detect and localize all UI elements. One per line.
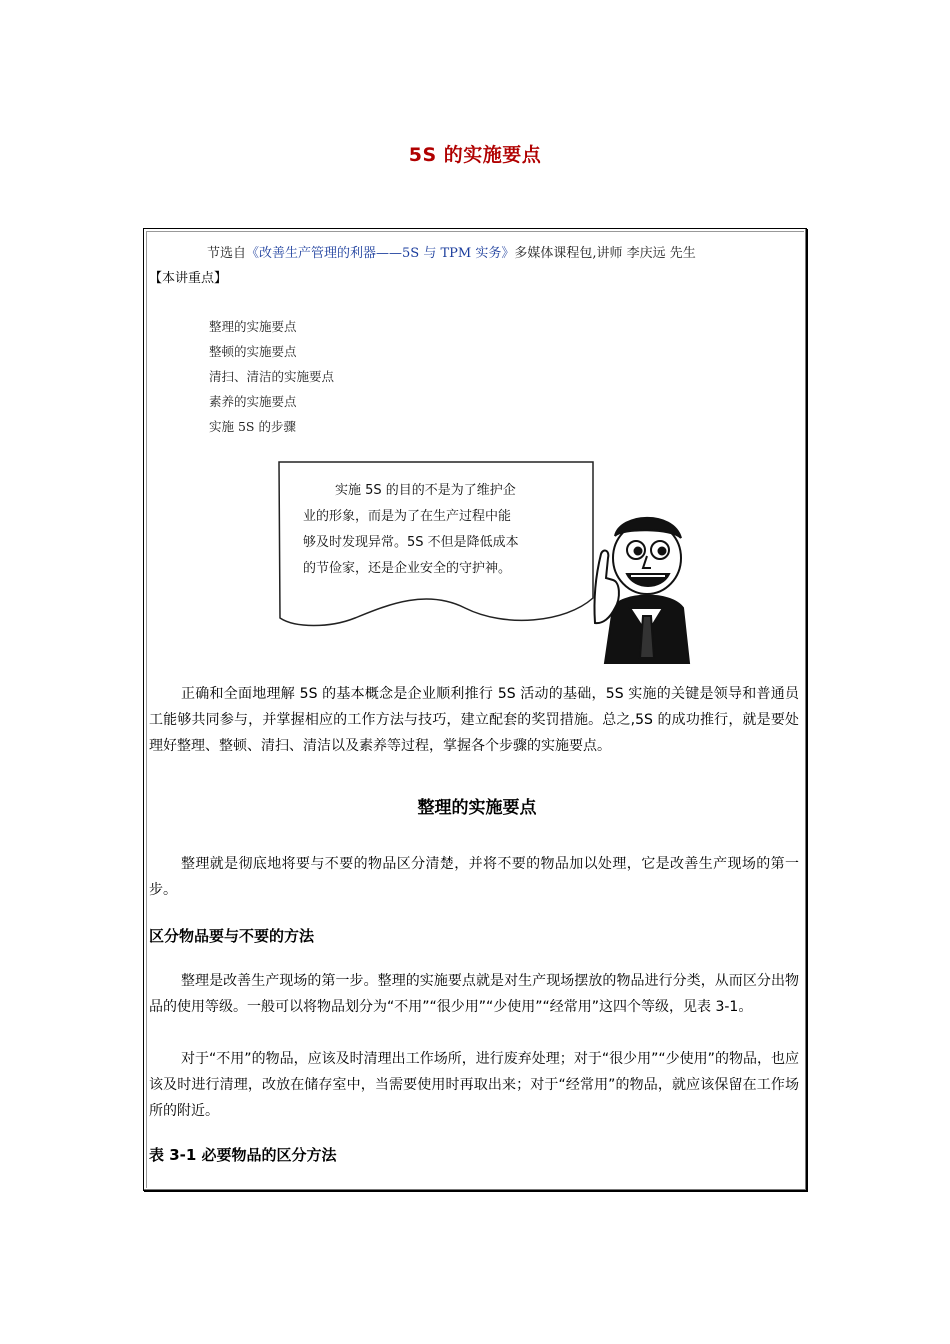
intro-paragraph: 正确和全面地理解 5S 的基本概念是企业顺利推行 5S 活动的基础，5S 实施的关键是领导和普通员工能够共同参与，并掌握相应的工作方法与技巧，建立配套的奖罚措施。总之,5S 的成功推行，就是要处理好整理、整顿、清扫、清洁以及素养等过程，掌握各个步骤的实施要点。 <box>149 686 799 754</box>
section-paragraph: 整理就是彻底地将要与不要的物品区分清楚，并将不要的物品加以处理，它是改善生产现场的第一步。 <box>149 856 799 898</box>
source-line <box>207 242 696 261</box>
key-point-item: 实施 5S 的步骤 <box>209 419 296 434</box>
section-title: 整理的实施要点 <box>417 798 537 818</box>
key-point-item: 整顿的实施要点 <box>209 344 297 359</box>
subsection-title: 区分物品要与不要的方法 <box>149 927 315 945</box>
table-caption: 表 3-1 必要物品的区分方法 <box>149 1146 337 1164</box>
subsection-paragraph-2: 对于“不用”的物品，应该及时清理出工作场所，进行废弃处理；对于“很少用”“少使用”的物品，也应该及时进行清理，改放在储存室中，当需要使用时再取出来；对于“经常用”的物品，就应该保留在工作场所的附近。 <box>149 1051 799 1119</box>
source-book-title: 《改善生产管理的利器——5S 与 TPM 实务》 <box>246 246 515 261</box>
key-point-item: 素养的实施要点 <box>209 394 297 409</box>
subsection-paragraph-1: 整理是改善生产现场的第一步。整理的实施要点就是对生产现场摆放的物品进行分类，从而区分出物品的使用等级。一般可以将物品划分为“不用”“很少用”“少使用”“经常用”这四个等级，见表 3-1。 <box>149 973 799 1015</box>
key-points-heading: 【本讲重点】 <box>149 271 228 286</box>
key-point-item: 清扫、清洁的实施要点 <box>209 369 335 384</box>
content-frame-inner <box>146 231 804 1188</box>
speech-line-1: 实施 5S 的目的不是为了维护企 <box>335 483 516 498</box>
cartoon-man-icon <box>594 518 689 663</box>
speech-line-3: 够及时发现异常。5S 不但是降低成本 <box>303 535 519 550</box>
cartoon-illustration <box>275 458 695 668</box>
source-prefix: 节选自 <box>207 246 247 261</box>
speech-line-4: 的节俭家，还是企业安全的守护神。 <box>303 561 512 576</box>
key-points-list <box>209 314 334 439</box>
source-suffix: 多媒体课程包,讲师 李庆远 先生 <box>514 246 696 261</box>
page-title: 5S 的实施要点 <box>408 144 542 166</box>
key-point-item: 整理的实施要点 <box>209 319 297 334</box>
content-frame <box>143 228 807 1191</box>
speech-line-2: 业的形象，而是为了在生产过程中能 <box>303 509 512 524</box>
